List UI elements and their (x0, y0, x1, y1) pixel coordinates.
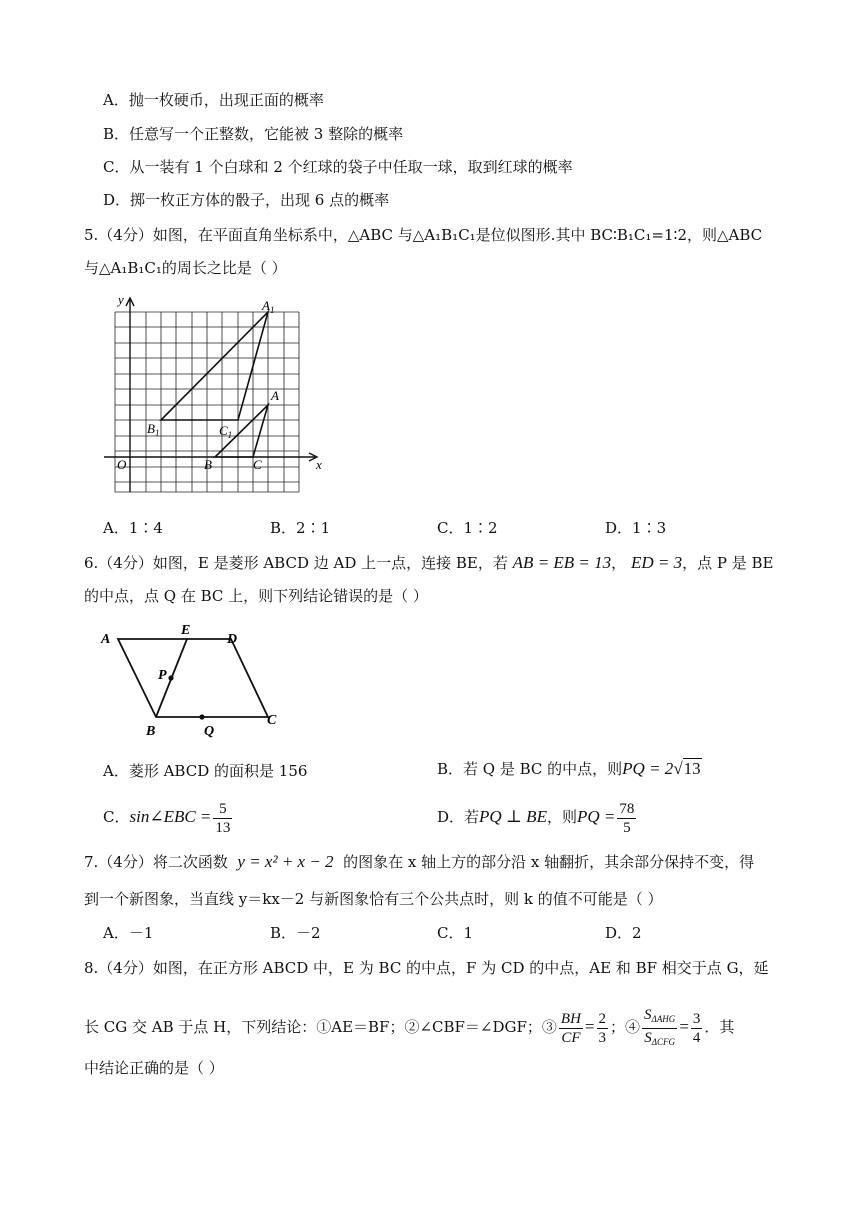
q6-option-b-root: 13 (683, 759, 701, 778)
q5-option-a: A．1∶4 (103, 519, 163, 537)
q8-frac4-num-sub: ΔAHG (651, 1013, 676, 1024)
q8-frac4-rden: 4 (692, 1029, 701, 1046)
q6-stem-math2: ED = 3 (630, 553, 683, 572)
q6-stem-pre: 6.（4分）如图，E 是菱形 ABCD 边 AD 上一点，连接 BE，若 (84, 554, 508, 572)
q5-label-c1: C (219, 423, 228, 438)
q8-frac4-num: S (644, 1006, 652, 1023)
q6-label-p: P (158, 668, 167, 683)
q5-option-c: C．1∶2 (437, 519, 498, 537)
q8-fraction-3-4 (691, 1010, 703, 1047)
q5-stem-line2: 与△A₁B₁C₁的周长之比是（ ） (84, 259, 287, 277)
q7-option-c: C．1 (437, 924, 474, 942)
q6-option-d-num: 78 (619, 800, 635, 817)
q8-frac3-num: BH (560, 1010, 581, 1027)
svg-text:B1 (147, 421, 159, 438)
q5-option-d: D．1∶3 (605, 519, 667, 537)
q8-frac4-den-sub: ΔCFG (651, 1036, 676, 1047)
q6-option-d (437, 796, 638, 838)
q6-option-d-pre: D．若 (437, 808, 480, 826)
q7-stem-math: y = x² + x − 2 (237, 852, 334, 871)
q8-frac4-den: S (644, 1029, 652, 1046)
q8-stem-line2-pre: 长 CG 交 AB 于点 H，下列结论：①AE＝BF；②∠CBF＝∠DGF；③ (84, 1018, 557, 1036)
q8-stem-line3: 中结论正确的是（ ） (84, 1059, 224, 1077)
q8-frac4-eq: = (679, 1017, 689, 1036)
q7-option-b: B．－2 (270, 924, 321, 942)
q6-label-e: E (181, 623, 191, 638)
q7-stem-post: 的图象在 x 轴上方的部分沿 x 轴翻折，其余部分保持不变，得 (343, 853, 755, 871)
q6-option-d-fraction (617, 800, 636, 837)
q6-option-d-math2: PQ = (576, 807, 616, 826)
q6-option-b-math: PQ = 2 (622, 759, 674, 778)
q5-stem-line1: 5.（4分）如图，在平面直角坐标系中，△ABC 与△A₁B₁C₁是位似图形.其中 BC∶B₁C₁=1∶2，则△ABC (84, 226, 763, 244)
q5-label-y: y (118, 292, 124, 307)
q6-label-d: D (227, 632, 238, 647)
q4-option-a: A．抛一枚硬币，出现正面的概率 (103, 91, 324, 109)
q6-label-c: C (267, 713, 277, 728)
q6-label-q: Q (204, 724, 215, 739)
q6-option-c (103, 796, 234, 838)
q6-option-c-num: 5 (213, 800, 232, 819)
q7-option-d: D．2 (605, 924, 642, 942)
q6-option-d-mid: ，则 (546, 808, 577, 826)
q5-label-a: A (271, 388, 279, 403)
svg-text:A1 (261, 298, 274, 315)
q6-label-b: B (146, 724, 156, 739)
q7-stem-line2: 到一个新图象，当直线 y＝kx－2 与新图象恰有三个公共点时，则 k 的值不可能是（ ） (84, 890, 663, 908)
q8-frac3-rden: 3 (598, 1029, 607, 1046)
q5-label-a1: A (262, 298, 270, 313)
q8-fraction-area (642, 1006, 677, 1051)
q6-option-c-den: 13 (215, 819, 231, 836)
q8-frac3-den: CF (561, 1029, 581, 1046)
q6-stem-mid: ， (611, 554, 627, 572)
q8-frac4-rnum: 3 (692, 1010, 701, 1027)
q5-option-b: B．2∶1 (270, 519, 331, 537)
q5-label-b1-sub: 1 (154, 428, 160, 438)
q5-label-c: C (253, 457, 262, 472)
q8-stem-line2-post: ．其 (704, 1018, 735, 1036)
q6-stem-line2: 的中点，点 Q 在 BC 上，则下列结论错误的是（ ） (84, 587, 428, 605)
q6-option-b-pre: B．若 Q 是 BC 的中点，则 (437, 760, 623, 778)
q6-option-b: B．若 Q 是 BC 的中点，则PQ = 2√13 (437, 759, 701, 778)
svg-text:C1 (219, 423, 232, 440)
q6-option-c-fraction (213, 800, 232, 837)
q6-label-a: A (101, 632, 111, 647)
q4-option-c: C．从一装有 1 个白球和 2 个红球的袋子中任取一球，取到红球的概率 (103, 158, 573, 176)
q8-separator: ；④ (610, 1018, 641, 1036)
q8-frac3-eq: = (584, 1017, 595, 1036)
q6-stem-line1 (84, 553, 773, 573)
q6-stem-math1: AB = EB = 13 (512, 553, 612, 572)
q8-stem-line2 (84, 1004, 734, 1051)
q7-stem-pre: 7.（4分）将二次函数 (84, 853, 228, 871)
q8-fraction-bh-cf (559, 1010, 583, 1047)
q5-label-b: B (204, 457, 212, 472)
q6-option-c-pre: C． (103, 808, 130, 826)
q5-coordinate-figure (100, 292, 340, 502)
q7-stem-line1 (84, 852, 754, 872)
q6-option-c-math: sin∠EBC = (129, 807, 212, 826)
q5-label-c1-sub: 1 (227, 430, 233, 440)
q5-label-x: x (316, 457, 322, 472)
q7-option-a: A．－1 (103, 924, 154, 942)
q4-option-b: B．任意写一个正整数，它能被 3 整除的概率 (103, 125, 404, 143)
q6-option-d-den: 5 (623, 819, 631, 836)
q6-option-a: A．菱形 ABCD 的面积是 156 (103, 762, 308, 780)
q5-label-a1-sub: 1 (269, 305, 275, 315)
q6-option-d-math1: PQ ⊥ BE (479, 807, 547, 826)
q6-rhombus-figure (98, 620, 298, 740)
q6-stem-post: ，点 P 是 BE (682, 554, 774, 572)
q8-frac3-rnum: 2 (598, 1010, 607, 1027)
q4-option-d: D．掷一枚正方体的骰子，出现 6 点的概率 (103, 191, 390, 209)
q5-label-o: O (117, 457, 127, 472)
q8-fraction-2-3 (597, 1010, 609, 1047)
q5-label-b1: B (147, 421, 155, 436)
q8-stem-line1: 8.（4分）如图，在正方形 ABCD 中，E 为 BC 的中点，F 为 CD 的中点，AE 和 BF 相交于点 G，延 (84, 959, 769, 977)
